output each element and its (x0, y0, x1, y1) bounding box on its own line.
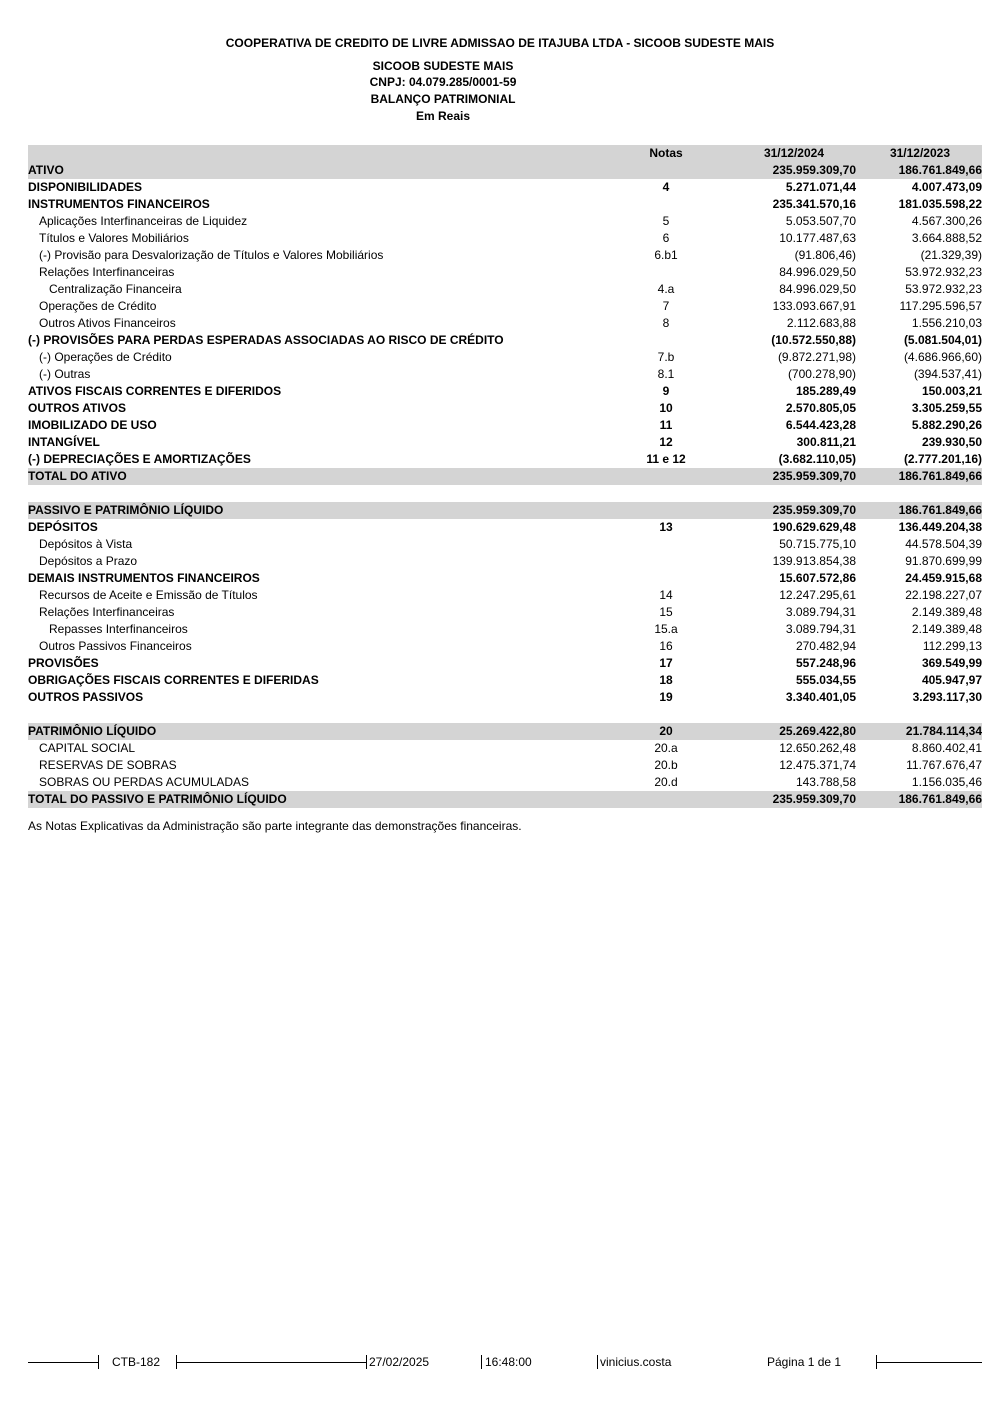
value-2023: 369.549,99 (921, 656, 982, 670)
table-row (28, 315, 982, 332)
value-2024: 5.271.071,44 (785, 180, 856, 194)
row-note: 20.d (654, 775, 678, 789)
row-note: 5 (662, 214, 670, 228)
row-label: Depósitos à Vista (39, 537, 133, 551)
row-note: 4 (662, 180, 670, 194)
row-label: Outros Passivos Financeiros (39, 639, 192, 653)
row-note: 19 (659, 690, 673, 704)
value-2024: 3.089.794,31 (785, 605, 856, 619)
table-row (28, 213, 982, 230)
row-label: OUTROS ATIVOS (28, 401, 127, 415)
table-row (28, 264, 982, 281)
value-2023: 21.784.114,34 (905, 724, 982, 738)
value-2023: 181.035.598,22 (898, 197, 982, 211)
value-2023: 4.567.300,26 (911, 214, 982, 228)
page-number: Página 1 de 1 (767, 1355, 842, 1369)
currency-unit: Em Reais (415, 109, 471, 123)
balance-sheet-rows (28, 162, 982, 808)
value-2023: 24.459.915,68 (905, 571, 982, 585)
footer-separator (481, 1355, 482, 1369)
value-2023: 53.972.932,23 (905, 265, 982, 279)
row-label: Operações de Crédito (39, 299, 157, 313)
value-2024: 25.269.422,80 (779, 724, 856, 738)
value-2023: (4.686.966,60) (903, 350, 982, 364)
value-2023: 136.449.204,38 (898, 520, 982, 534)
value-2024: 235.959.309,70 (772, 503, 856, 517)
footer-separator (366, 1355, 367, 1369)
value-2023: 405.947,97 (921, 673, 982, 687)
row-label: OUTROS PASSIVOS (28, 690, 144, 704)
table-row (28, 621, 982, 638)
table-row (28, 162, 982, 179)
value-2023: (2.777.201,16) (903, 452, 982, 466)
table-row (28, 196, 982, 213)
value-2023: 186.761.849,66 (898, 503, 982, 517)
row-label: RESERVAS DE SOBRAS (39, 758, 177, 772)
row-label: INSTRUMENTOS FINANCEIROS (28, 197, 210, 211)
value-2024: (91.806,46) (794, 248, 856, 262)
row-note: 7 (662, 299, 670, 313)
report-user: vinicius.costa (600, 1355, 672, 1369)
value-2024: (10.572.550,88) (771, 333, 856, 347)
table-row (28, 281, 982, 298)
value-2024: 15.607.572,86 (779, 571, 856, 585)
row-label: Depósitos a Prazo (39, 554, 138, 568)
row-note: 12 (659, 435, 673, 449)
row-label: (-) PROVISÕES PARA PERDAS ESPERADAS ASSOCIADAS AO RISCO DE CRÉDITO (28, 333, 504, 347)
value-2024: 12.650.262,48 (779, 741, 856, 755)
value-2024: 300.811,21 (796, 435, 856, 449)
table-row (28, 417, 982, 434)
company-name: COOPERATIVA DE CREDITO DE LIVRE ADMISSAO DE ITAJUBA LTDA - SICOOB SUDESTE MAIS (225, 36, 775, 50)
value-2024: 12.475.371,74 (779, 758, 856, 772)
report-code: CTB-182 (112, 1355, 161, 1369)
row-note: 15.a (654, 622, 678, 636)
value-2024: 235.959.309,70 (772, 163, 856, 177)
cnpj: CNPJ: 04.079.285/0001-59 (369, 75, 517, 89)
value-2023: 117.295.596,57 (899, 299, 982, 313)
value-2024: 133.093.667,91 (772, 299, 856, 313)
table-row (28, 757, 982, 774)
value-2023: (394.537,41) (913, 367, 982, 381)
value-2024: 84.996.029,50 (779, 265, 856, 279)
row-label: Outros Ativos Financeiros (39, 316, 176, 330)
value-2024: 270.482,94 (795, 639, 856, 653)
value-2024: 3.340.401,05 (785, 690, 856, 704)
row-note: 14 (659, 588, 673, 602)
spacer-row (28, 706, 982, 723)
row-label: Relações Interfinanceiras (39, 265, 175, 279)
value-2024: 5.053.507,70 (785, 214, 856, 228)
notes-column-header: Notas (649, 146, 683, 160)
value-2023: 150.003,21 (921, 384, 982, 398)
footer-line (28, 1362, 98, 1363)
row-label: Relações Interfinanceiras (39, 605, 175, 619)
table-row (28, 468, 982, 485)
table-row (28, 400, 982, 417)
report-date: 27/02/2025 (369, 1355, 430, 1369)
value-2023: 2.149.389,48 (911, 605, 982, 619)
footer-separator (597, 1355, 598, 1369)
table-row (28, 332, 982, 349)
row-note: 20.b (654, 758, 678, 772)
row-note: 16 (659, 639, 673, 653)
value-2023: 5.882.290,26 (911, 418, 982, 432)
report-footer (28, 1353, 982, 1371)
table-row (28, 791, 982, 808)
value-2024: (700.278,90) (787, 367, 856, 381)
value-2023: 1.556.210,03 (911, 316, 982, 330)
row-label: IMOBILIZADO DE USO (28, 418, 157, 432)
table-row (28, 366, 982, 383)
value-2024: 143.788,58 (795, 775, 856, 789)
row-label: (-) Operações de Crédito (39, 350, 172, 364)
value-2023: 53.972.932,23 (905, 282, 982, 296)
value-2023: 3.305.259,55 (911, 401, 982, 415)
value-2023: 2.149.389,48 (911, 622, 982, 636)
row-label: TOTAL DO ATIVO (28, 469, 127, 483)
table-row (28, 230, 982, 247)
table-row (28, 740, 982, 757)
table-row (28, 723, 982, 740)
table-row (28, 298, 982, 315)
table-row (28, 179, 982, 196)
row-label: Centralização Financeira (49, 282, 182, 296)
value-2023: 186.761.849,66 (898, 792, 982, 806)
value-2023: 1.156.035,46 (911, 775, 982, 789)
value-2024: 3.089.794,31 (785, 622, 856, 636)
row-note: 6 (662, 231, 670, 245)
row-label: (-) Provisão para Desvalorização de Títulos e Valores Mobiliários (39, 248, 384, 262)
table-row (28, 570, 982, 587)
value-2023: (5.081.504,01) (903, 333, 982, 347)
value-2024: (9.872.271,98) (777, 350, 856, 364)
row-label: Títulos e Valores Mobiliários (39, 231, 189, 245)
value-2023: 239.930,50 (921, 435, 982, 449)
row-label: PATRIMÔNIO LÍQUIDO (28, 724, 157, 738)
row-label: DEPÓSITOS (28, 520, 98, 534)
value-2024: 84.996.029,50 (779, 282, 856, 296)
row-note: 8.1 (657, 367, 675, 381)
value-2024: 235.959.309,70 (772, 469, 856, 483)
row-note: 9 (662, 384, 670, 398)
value-2024: 139.913.854,38 (772, 554, 856, 568)
row-label: Aplicações Interfinanceiras de Liquidez (39, 214, 248, 228)
value-2024: 557.248,96 (795, 656, 856, 670)
table-row (28, 553, 982, 570)
value-2024: 235.341.570,16 (772, 197, 856, 211)
table-row (28, 587, 982, 604)
row-note: 11 e 12 (646, 452, 686, 466)
table-row (28, 604, 982, 621)
row-label: ATIVOS FISCAIS CORRENTES E DIFERIDOS (28, 384, 282, 398)
table-row (28, 247, 982, 264)
entity-name: SICOOB SUDESTE MAIS (372, 59, 514, 73)
row-note: 15 (659, 605, 673, 619)
value-2024: 555.034,55 (795, 673, 856, 687)
table-row (28, 655, 982, 672)
row-note: 7.b (657, 350, 675, 364)
statement-title: BALANÇO PATRIMONIAL (370, 92, 516, 106)
row-note: 18 (659, 673, 673, 687)
row-note: 20 (659, 724, 673, 738)
column-header-row (28, 145, 982, 162)
row-label: (-) Outras (39, 367, 91, 381)
value-2023: 3.664.888,52 (911, 231, 982, 245)
value-2023: (21.329,39) (920, 248, 982, 262)
value-2023: 91.870.699,99 (905, 554, 982, 568)
report-time: 16:48:00 (485, 1355, 532, 1369)
value-2023: 186.761.849,66 (898, 469, 982, 483)
row-label: PASSIVO E PATRIMÔNIO LÍQUIDO (28, 503, 224, 517)
footer-line (176, 1362, 366, 1363)
value-2024: 50.715.775,10 (779, 537, 856, 551)
row-note: 17 (659, 656, 673, 670)
table-row (28, 519, 982, 536)
date-2024-column-header: 31/12/2024 (763, 146, 824, 160)
value-2024: (3.682.110,05) (778, 452, 856, 466)
footer-separator (98, 1355, 99, 1369)
date-2023-column-header: 31/12/2023 (889, 146, 950, 160)
row-label: PROVISÕES (28, 656, 99, 670)
footer-line (876, 1362, 982, 1363)
table-row (28, 672, 982, 689)
table-row (28, 383, 982, 400)
row-label: SOBRAS OU PERDAS ACUMULADAS (39, 775, 250, 789)
spacer-row (28, 485, 982, 502)
table-row (28, 689, 982, 706)
value-2023: 186.761.849,66 (898, 163, 982, 177)
row-note: 4.a (657, 282, 675, 296)
value-2023: 4.007.473,09 (911, 180, 982, 194)
row-label: TOTAL DO PASSIVO E PATRIMÔNIO LÍQUIDO (28, 792, 287, 806)
table-row (28, 536, 982, 553)
row-label: CAPITAL SOCIAL (39, 741, 136, 755)
row-label: DISPONIBILIDADES (28, 180, 143, 194)
table-row (28, 349, 982, 366)
row-note: 11 (659, 418, 673, 432)
table-row (28, 451, 982, 468)
table-row (28, 434, 982, 451)
footnote: As Notas Explicativas da Administração são parte integrante das demonstrações financeiras. (28, 819, 522, 833)
value-2024: 235.959.309,70 (772, 792, 856, 806)
row-note: 20.a (654, 741, 678, 755)
table-row (28, 502, 982, 519)
row-label: (-) DEPRECIAÇÕES E AMORTIZAÇÕES (28, 452, 251, 466)
row-label: DEMAIS INSTRUMENTOS FINANCEIROS (28, 571, 260, 585)
value-2024: 2.570.805,05 (785, 401, 856, 415)
value-2023: 22.198.227,07 (905, 588, 982, 602)
value-2024: 12.247.295,61 (779, 588, 856, 602)
row-label: OBRIGAÇÕES FISCAIS CORRENTES E DIFERIDAS (28, 673, 319, 687)
value-2024: 190.629.629,48 (772, 520, 856, 534)
table-row (28, 774, 982, 791)
row-label: Repasses Interfinanceiros (49, 622, 188, 636)
value-2023: 44.578.504,39 (905, 537, 982, 551)
value-2024: 185.289,49 (795, 384, 856, 398)
value-2023: 11.767.676,47 (906, 758, 982, 772)
value-2023: 3.293.117,30 (912, 690, 982, 704)
row-label: Recursos de Aceite e Emissão de Títulos (39, 588, 258, 602)
row-note: 6.b1 (654, 248, 678, 262)
value-2024: 6.544.423,28 (785, 418, 856, 432)
value-2023: 112.299,13 (922, 639, 982, 653)
table-row (28, 638, 982, 655)
row-note: 10 (659, 401, 673, 415)
row-label: INTANGÍVEL (28, 435, 100, 449)
value-2023: 8.860.402,41 (911, 741, 982, 755)
row-note: 8 (662, 316, 670, 330)
value-2024: 10.177.487,63 (779, 231, 856, 245)
row-label: ATIVO (28, 163, 64, 177)
balance-sheet-table (28, 145, 982, 808)
row-note: 13 (659, 520, 673, 534)
value-2024: 2.112.683,88 (786, 316, 856, 330)
